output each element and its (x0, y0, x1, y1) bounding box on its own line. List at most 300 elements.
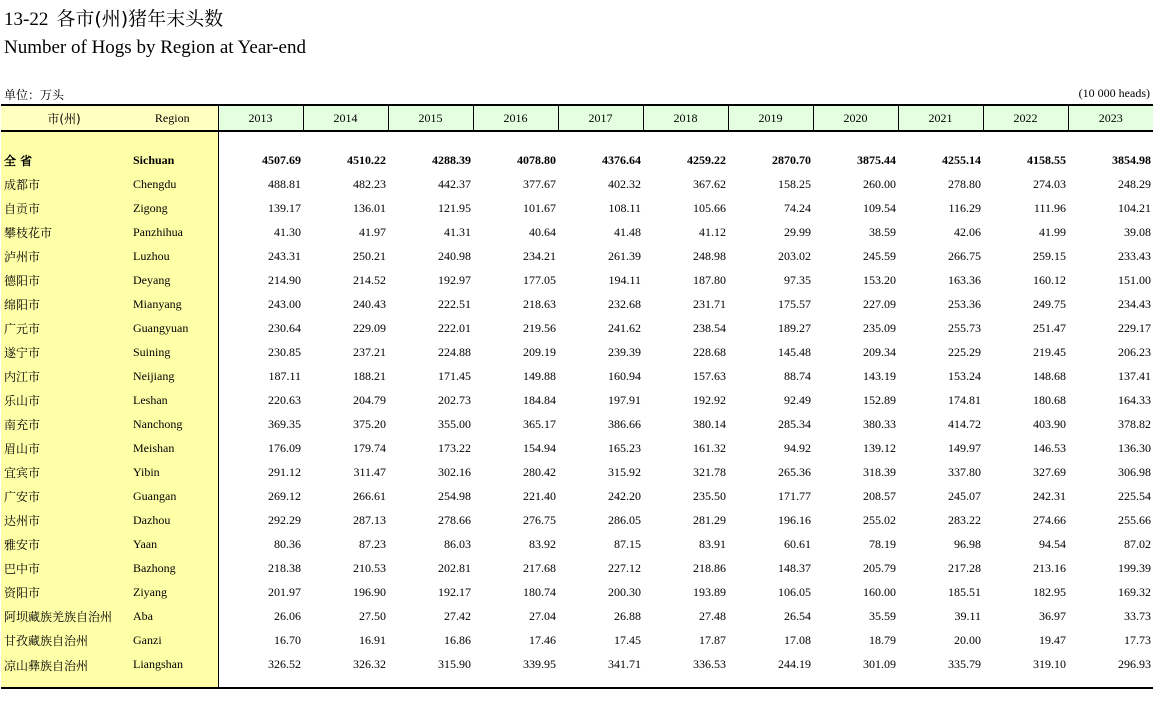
value-cell: 185.51 (948, 584, 981, 599)
value-cell: 339.95 (473, 652, 558, 688)
table-row (1, 268, 1153, 292)
value-cell: 152.89 (863, 392, 896, 407)
value-cell: 149.97 (948, 440, 981, 455)
table-row (1, 364, 1153, 388)
value-cell: 274.66 (1033, 512, 1066, 527)
row-city-name: 资阳市 (1, 580, 127, 604)
value-cell: 151.00 (1118, 272, 1151, 287)
value-cell: 218.38 (268, 560, 301, 575)
value-cell: 161.32 (693, 440, 726, 455)
value-cell: 136.01 (353, 200, 386, 215)
value-cell: 171.77 (778, 488, 811, 503)
table-row (1, 292, 1153, 316)
value-cell: 242.20 (608, 488, 641, 503)
value-cell: 160.94 (608, 368, 641, 383)
value-cell: 41.99 (1039, 224, 1066, 239)
value-cell: 164.33 (1118, 392, 1151, 407)
row-city-name: 甘孜藏族自治州 (1, 628, 127, 652)
column-header-year: 2021 (898, 105, 983, 131)
value-cell: 203.02 (778, 248, 811, 263)
value-cell: 291.12 (268, 464, 301, 479)
value-cell: 209.19 (523, 344, 556, 359)
value-cell: 27.42 (444, 608, 471, 623)
value-cell: 87.02 (1124, 536, 1151, 551)
value-cell: 232.68 (608, 296, 641, 311)
value-cell: 36.97 (1039, 608, 1066, 623)
row-city-name: 遂宁市 (1, 340, 127, 364)
table-row (1, 412, 1153, 436)
value-cell: 414.72 (948, 416, 981, 431)
value-cell: 248.98 (693, 248, 726, 263)
title-cn-text: 各市(州)猪年末头数 (56, 8, 224, 30)
row-region-name: Dazhou (127, 508, 218, 532)
value-cell: 83.92 (529, 536, 556, 551)
value-cell: 482.23 (353, 176, 386, 191)
value-cell: 180.74 (523, 584, 556, 599)
value-cell: 278.66 (438, 512, 471, 527)
value-cell: 243.00 (268, 296, 301, 311)
value-cell: 182.95 (1033, 584, 1066, 599)
value-cell: 109.54 (863, 200, 896, 215)
row-city-name: 广安市 (1, 484, 127, 508)
value-cell: 365.17 (523, 416, 556, 431)
row-city-name: 阿坝藏族羌族自治州 (1, 604, 127, 628)
value-cell: 210.53 (353, 560, 386, 575)
unit-label-chinese: 单位：万头 (4, 88, 65, 102)
value-cell: 153.24 (948, 368, 981, 383)
value-cell: 139.17 (268, 200, 301, 215)
value-cell: 74.24 (784, 200, 811, 215)
value-cell: 86.03 (444, 536, 471, 551)
row-region-name: Leshan (127, 388, 218, 412)
value-cell: 196.16 (778, 512, 811, 527)
row-city-name: 成都市 (1, 172, 127, 196)
row-city-name: 凉山彝族自治州 (1, 652, 127, 688)
value-cell: 27.04 (529, 608, 556, 623)
value-cell: 105.66 (693, 200, 726, 215)
value-cell: 337.80 (948, 464, 981, 479)
value-cell: 205.79 (863, 560, 896, 575)
row-region-name: Guangan (127, 484, 218, 508)
value-cell: 180.68 (1033, 392, 1066, 407)
value-cell: 39.11 (954, 608, 981, 623)
row-city-name: 广元市 (1, 316, 127, 340)
value-cell: 101.67 (523, 200, 556, 215)
value-cell: 261.39 (608, 248, 641, 263)
value-cell: 146.53 (1033, 440, 1066, 455)
table-row (1, 196, 1153, 220)
table-title-chinese (4, 4, 223, 31)
value-cell: 286.05 (608, 512, 641, 527)
value-cell: 326.32 (303, 652, 388, 688)
value-cell: 145.48 (778, 344, 811, 359)
value-cell: 17.08 (784, 632, 811, 647)
value-cell: 222.01 (438, 320, 471, 335)
value-cell: 229.17 (1118, 320, 1151, 335)
value-cell: 221.40 (523, 488, 556, 503)
value-cell: 301.09 (813, 652, 898, 688)
value-cell: 208.57 (863, 488, 896, 503)
value-cell: 287.13 (353, 512, 386, 527)
value-cell: 158.25 (778, 176, 811, 191)
row-city-name: 全 省 (1, 148, 127, 172)
row-city-name: 内江市 (1, 364, 127, 388)
value-cell: 318.39 (863, 464, 896, 479)
row-city-name: 达州市 (1, 508, 127, 532)
hogs-data-table (1, 104, 1153, 689)
value-cell: 380.33 (863, 416, 896, 431)
column-header-year: 2016 (473, 105, 558, 131)
value-cell: 214.52 (353, 272, 386, 287)
value-cell: 378.82 (1118, 416, 1151, 431)
row-city-name: 泸州市 (1, 244, 127, 268)
value-cell: 266.75 (948, 248, 981, 263)
value-cell: 3854.98 (1112, 152, 1151, 167)
table-row (1, 244, 1153, 268)
value-cell: 60.61 (784, 536, 811, 551)
value-cell: 213.16 (1033, 560, 1066, 575)
value-cell: 235.50 (693, 488, 726, 503)
row-region-name: Suining (127, 340, 218, 364)
value-cell: 40.64 (529, 224, 556, 239)
row-region-name: Chengdu (127, 172, 218, 196)
column-header-year: 2018 (643, 105, 728, 131)
row-region-name: Sichuan (127, 148, 218, 172)
column-header-year: 2014 (303, 105, 388, 131)
value-cell: 173.22 (438, 440, 471, 455)
value-cell: 251.47 (1033, 320, 1066, 335)
value-cell: 234.43 (1118, 296, 1151, 311)
value-cell: 143.19 (863, 368, 896, 383)
value-cell: 220.63 (268, 392, 301, 407)
row-city-name: 攀枝花市 (1, 220, 127, 244)
value-cell: 16.70 (274, 632, 301, 647)
value-cell: 311.47 (353, 464, 386, 479)
value-cell: 269.12 (268, 488, 301, 503)
value-cell: 341.71 (558, 652, 643, 688)
value-cell: 29.99 (784, 224, 811, 239)
row-city-name: 德阳市 (1, 268, 127, 292)
value-cell: 240.43 (353, 296, 386, 311)
value-cell: 255.66 (1118, 512, 1151, 527)
value-cell: 20.00 (954, 632, 981, 647)
row-region-name: Meishan (127, 436, 218, 460)
value-cell: 292.29 (268, 512, 301, 527)
value-cell: 139.12 (863, 440, 896, 455)
value-cell: 165.23 (608, 440, 641, 455)
row-region-name: Liangshan (127, 652, 218, 688)
value-cell: 197.91 (608, 392, 641, 407)
value-cell: 192.92 (693, 392, 726, 407)
row-region-name: Nanchong (127, 412, 218, 436)
table-row (1, 316, 1153, 340)
table-row (1, 628, 1153, 652)
value-cell: 41.12 (699, 224, 726, 239)
value-cell: 41.30 (274, 224, 301, 239)
value-cell: 245.07 (948, 488, 981, 503)
value-cell: 201.97 (268, 584, 301, 599)
value-cell: 189.27 (778, 320, 811, 335)
value-cell: 315.92 (608, 464, 641, 479)
value-cell: 94.92 (784, 440, 811, 455)
value-cell: 193.89 (693, 584, 726, 599)
value-cell: 219.56 (523, 320, 556, 335)
value-cell: 209.34 (863, 344, 896, 359)
value-cell: 192.97 (438, 272, 471, 287)
value-cell: 187.11 (268, 368, 301, 383)
value-cell: 4255.14 (942, 152, 981, 167)
value-cell: 3875.44 (857, 152, 896, 167)
value-cell: 41.31 (444, 224, 471, 239)
value-cell: 377.67 (523, 176, 556, 191)
value-cell: 188.21 (353, 368, 386, 383)
value-cell: 4507.69 (262, 152, 301, 167)
value-cell: 92.49 (784, 392, 811, 407)
value-cell: 222.51 (438, 296, 471, 311)
value-cell: 202.73 (438, 392, 471, 407)
value-cell: 260.00 (863, 176, 896, 191)
column-header-year: 2013 (218, 105, 303, 131)
value-cell: 335.79 (898, 652, 983, 688)
value-cell: 38.59 (869, 224, 896, 239)
value-cell: 237.21 (353, 344, 386, 359)
value-cell: 35.59 (869, 608, 896, 623)
row-region-name: Luzhou (127, 244, 218, 268)
value-cell: 121.95 (438, 200, 471, 215)
value-cell: 225.54 (1118, 488, 1151, 503)
value-cell: 253.36 (948, 296, 981, 311)
value-cell: 4078.80 (517, 152, 556, 167)
value-cell: 154.94 (523, 440, 556, 455)
total-row (1, 148, 1153, 172)
value-cell: 80.36 (274, 536, 301, 551)
row-region-name: Guangyuan (127, 316, 218, 340)
column-header-year: 2020 (813, 105, 898, 131)
value-cell: 149.88 (523, 368, 556, 383)
row-region-name: Bazhong (127, 556, 218, 580)
row-city-name: 自贡市 (1, 196, 127, 220)
value-cell: 380.14 (693, 416, 726, 431)
value-cell: 187.80 (693, 272, 726, 287)
value-cell: 369.35 (268, 416, 301, 431)
table-row (1, 172, 1153, 196)
row-region-name: Zigong (127, 196, 218, 220)
value-cell: 227.09 (863, 296, 896, 311)
value-cell: 488.81 (268, 176, 301, 191)
value-cell: 403.90 (1033, 416, 1066, 431)
value-cell: 254.98 (438, 488, 471, 503)
value-cell: 367.62 (693, 176, 726, 191)
value-cell: 148.68 (1033, 368, 1066, 383)
column-header-year: 2022 (983, 105, 1068, 131)
value-cell: 217.68 (523, 560, 556, 575)
value-cell: 442.37 (438, 176, 471, 191)
value-cell: 319.10 (983, 652, 1068, 688)
value-cell: 96.98 (954, 536, 981, 551)
value-cell: 175.57 (778, 296, 811, 311)
value-cell: 214.90 (268, 272, 301, 287)
value-cell: 280.42 (523, 464, 556, 479)
value-cell: 4510.22 (347, 152, 386, 167)
value-cell: 4288.39 (432, 152, 471, 167)
value-cell: 202.81 (438, 560, 471, 575)
value-cell: 241.62 (608, 320, 641, 335)
value-cell: 225.29 (948, 344, 981, 359)
value-cell: 245.59 (863, 248, 896, 263)
row-region-name: Yaan (127, 532, 218, 556)
value-cell: 302.16 (438, 464, 471, 479)
value-cell: 94.54 (1039, 536, 1066, 551)
value-cell: 4376.64 (602, 152, 641, 167)
value-cell: 33.73 (1124, 608, 1151, 623)
value-cell: 238.54 (693, 320, 726, 335)
value-cell: 281.29 (693, 512, 726, 527)
column-header-year: 2015 (388, 105, 473, 131)
value-cell: 283.22 (948, 512, 981, 527)
value-cell: 83.91 (699, 536, 726, 551)
table-row (1, 580, 1153, 604)
table-row (1, 388, 1153, 412)
value-cell: 88.74 (784, 368, 811, 383)
value-cell: 231.71 (693, 296, 726, 311)
value-cell: 240.98 (438, 248, 471, 263)
value-cell: 171.45 (438, 368, 471, 383)
value-cell: 249.75 (1033, 296, 1066, 311)
value-cell: 402.32 (608, 176, 641, 191)
table-row (1, 436, 1153, 460)
value-cell: 104.21 (1118, 200, 1151, 215)
table-row (1, 652, 1153, 688)
value-cell: 248.29 (1118, 176, 1151, 191)
value-cell: 157.63 (693, 368, 726, 383)
row-region-name: Aba (127, 604, 218, 628)
row-region-name: Panzhihua (127, 220, 218, 244)
table-row (1, 532, 1153, 556)
value-cell: 296.93 (1068, 652, 1153, 688)
value-cell: 250.21 (353, 248, 386, 263)
value-cell: 196.90 (353, 584, 386, 599)
value-cell: 336.53 (643, 652, 728, 688)
value-cell: 278.80 (948, 176, 981, 191)
value-cell: 321.78 (693, 464, 726, 479)
value-cell: 276.75 (523, 512, 556, 527)
value-cell: 355.00 (438, 416, 471, 431)
value-cell: 116.29 (948, 200, 981, 215)
value-cell: 148.37 (778, 560, 811, 575)
row-city-name: 绵阳市 (1, 292, 127, 316)
column-header-region: Region (127, 105, 218, 131)
row-city-name: 眉山市 (1, 436, 127, 460)
value-cell: 199.39 (1118, 560, 1151, 575)
value-cell: 218.86 (693, 560, 726, 575)
value-cell: 26.88 (614, 608, 641, 623)
value-cell: 78.19 (869, 536, 896, 551)
table-row (1, 604, 1153, 628)
value-cell: 242.31 (1033, 488, 1066, 503)
value-cell: 42.06 (954, 224, 981, 239)
value-cell: 18.79 (869, 632, 896, 647)
table-row (1, 556, 1153, 580)
value-cell: 169.32 (1118, 584, 1151, 599)
row-city-name: 乐山市 (1, 388, 127, 412)
value-cell: 106.05 (778, 584, 811, 599)
row-region-name: Mianyang (127, 292, 218, 316)
value-cell: 179.74 (353, 440, 386, 455)
value-cell: 39.08 (1124, 224, 1151, 239)
value-cell: 327.69 (1033, 464, 1066, 479)
row-city-name: 南充市 (1, 412, 127, 436)
value-cell: 233.43 (1118, 248, 1151, 263)
value-cell: 26.54 (784, 608, 811, 623)
row-region-name: Ziyang (127, 580, 218, 604)
value-cell: 266.61 (353, 488, 386, 503)
value-cell: 219.45 (1033, 344, 1066, 359)
value-cell: 19.47 (1039, 632, 1066, 647)
value-cell: 228.68 (693, 344, 726, 359)
value-cell: 160.12 (1033, 272, 1066, 287)
value-cell: 306.98 (1118, 464, 1151, 479)
column-header-year: 2023 (1068, 105, 1153, 131)
value-cell: 4158.55 (1027, 152, 1066, 167)
value-cell: 41.48 (614, 224, 641, 239)
table-row (1, 220, 1153, 244)
value-cell: 218.63 (523, 296, 556, 311)
value-cell: 17.46 (529, 632, 556, 647)
row-city-name: 宜宾市 (1, 460, 127, 484)
value-cell: 255.73 (948, 320, 981, 335)
table-row (1, 484, 1153, 508)
unit-label-english: (10 000 heads) (1078, 86, 1150, 100)
value-cell: 206.23 (1118, 344, 1151, 359)
value-cell: 174.81 (948, 392, 981, 407)
row-region-name: Yibin (127, 460, 218, 484)
value-cell: 285.34 (778, 416, 811, 431)
row-city-name: 雅安市 (1, 532, 127, 556)
value-cell: 375.20 (353, 416, 386, 431)
value-cell: 41.97 (359, 224, 386, 239)
value-cell: 17.73 (1124, 632, 1151, 647)
value-cell: 230.64 (268, 320, 301, 335)
column-header-city: 市(州) (1, 105, 127, 131)
value-cell: 26.06 (274, 608, 301, 623)
table-row (1, 340, 1153, 364)
row-city-name: 巴中市 (1, 556, 127, 580)
table-number: 13-22 (4, 9, 49, 30)
value-cell: 224.88 (438, 344, 471, 359)
value-cell: 108.11 (608, 200, 641, 215)
value-cell: 234.21 (523, 248, 556, 263)
value-cell: 177.05 (523, 272, 556, 287)
value-cell: 4259.22 (687, 152, 726, 167)
table-body (1, 131, 1153, 688)
value-cell: 111.96 (1033, 200, 1066, 215)
value-cell: 255.02 (863, 512, 896, 527)
value-cell: 136.30 (1118, 440, 1151, 455)
row-region-name: Ganzi (127, 628, 218, 652)
value-cell: 87.15 (614, 536, 641, 551)
value-cell: 17.45 (614, 632, 641, 647)
value-cell: 176.09 (268, 440, 301, 455)
value-cell: 17.87 (699, 632, 726, 647)
value-cell: 137.41 (1118, 368, 1151, 383)
value-cell: 163.36 (948, 272, 981, 287)
value-cell: 97.35 (784, 272, 811, 287)
value-cell: 229.09 (353, 320, 386, 335)
value-cell: 265.36 (778, 464, 811, 479)
value-cell: 243.31 (268, 248, 301, 263)
value-cell: 153.20 (863, 272, 896, 287)
column-header-year: 2019 (728, 105, 813, 131)
